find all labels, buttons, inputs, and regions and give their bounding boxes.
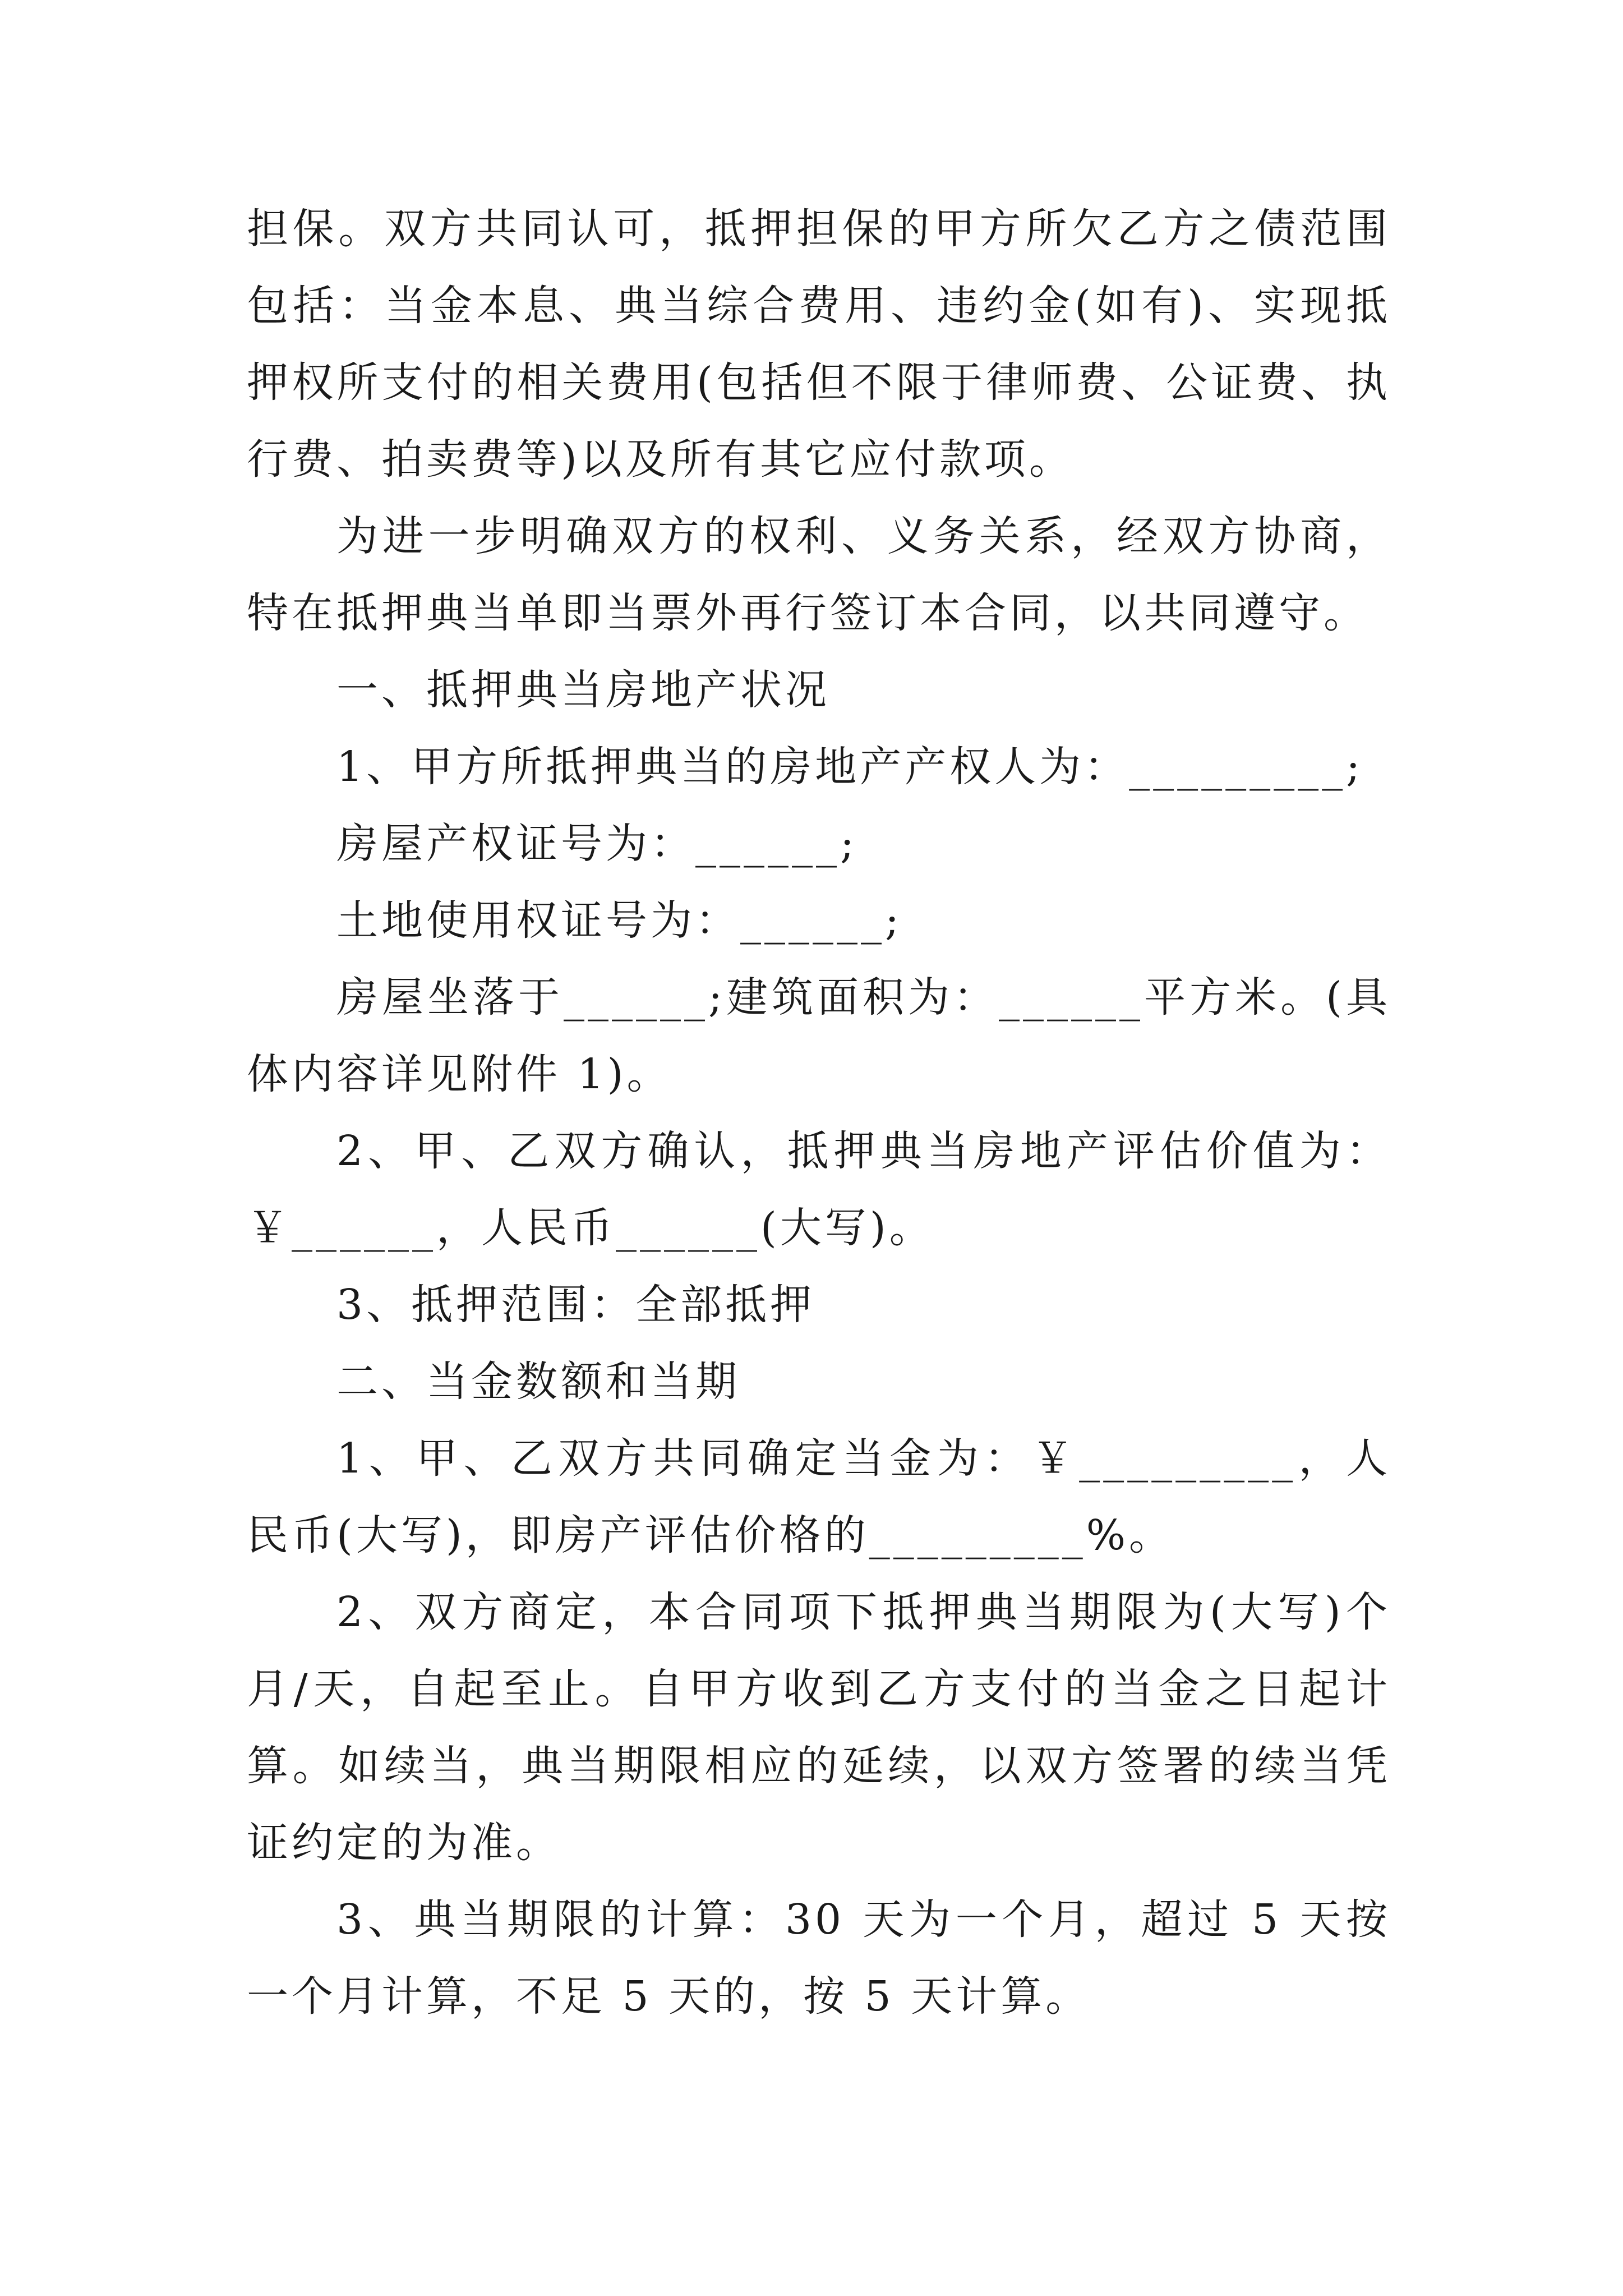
clause-location-area: 房屋坐落于______;建筑面积为：______平方米。(具体内容详见附件 1)。 — [247, 973, 1391, 1098]
clause-property-owner: 1、甲方所抵押典当的房地产产权人为：_________; — [336, 743, 1364, 791]
section-heading-amount-term: 二、当金数额和当期 — [336, 1358, 740, 1406]
paragraph-purpose: 为进一步明确双方的权利、义务关系，经双方协商，特在抵押典当单即当票外再行签订本合同，以共同遵守。 — [247, 512, 1391, 637]
clause-land-cert: 土地使用权证号为：______; — [336, 896, 902, 945]
clause-pawn-amount: 1、甲、乙双方共同确定当金为：￥_________，人民币(大写)，即房产评估价格的_________%。 — [247, 1434, 1391, 1559]
clause-scope: 3、抵押范围：全部抵押 — [336, 1281, 815, 1329]
document-body — [247, 191, 1391, 2035]
clause-pawn-term: 2、双方商定，本合同项下抵押典当期限为(大写)个月/天，自起至止。自甲方收到乙方支付的当金之日起计算。如续当，典当期限相应的延续，以双方签署的续当凭证约定的为准。 — [247, 1588, 1391, 1867]
clause-house-cert: 房屋产权证号为：______; — [336, 820, 857, 868]
clause-valuation: 2、甲、乙双方确认，抵押典当房地产评估价值为：￥______，人民币______(大写)。 — [247, 1127, 1391, 1252]
paragraph-guarantee-scope: 担保。双方共同认可，抵押担保的甲方所欠乙方之债范围包括：当金本息、典当综合费用、违约金(如有)、实现抵押权所支付的相关费用(包括但不限于律师费、公证费、执行费、拍卖费等)以及所有其它应付款项。 — [247, 205, 1391, 484]
clause-term-calculation: 3、典当期限的计算：30 天为一个月，超过 5 天按一个月计算，不足 5 天的，按 5 天计算。 — [247, 1895, 1391, 2021]
section-heading-property: 一、抵押典当房地产状况 — [336, 666, 830, 714]
